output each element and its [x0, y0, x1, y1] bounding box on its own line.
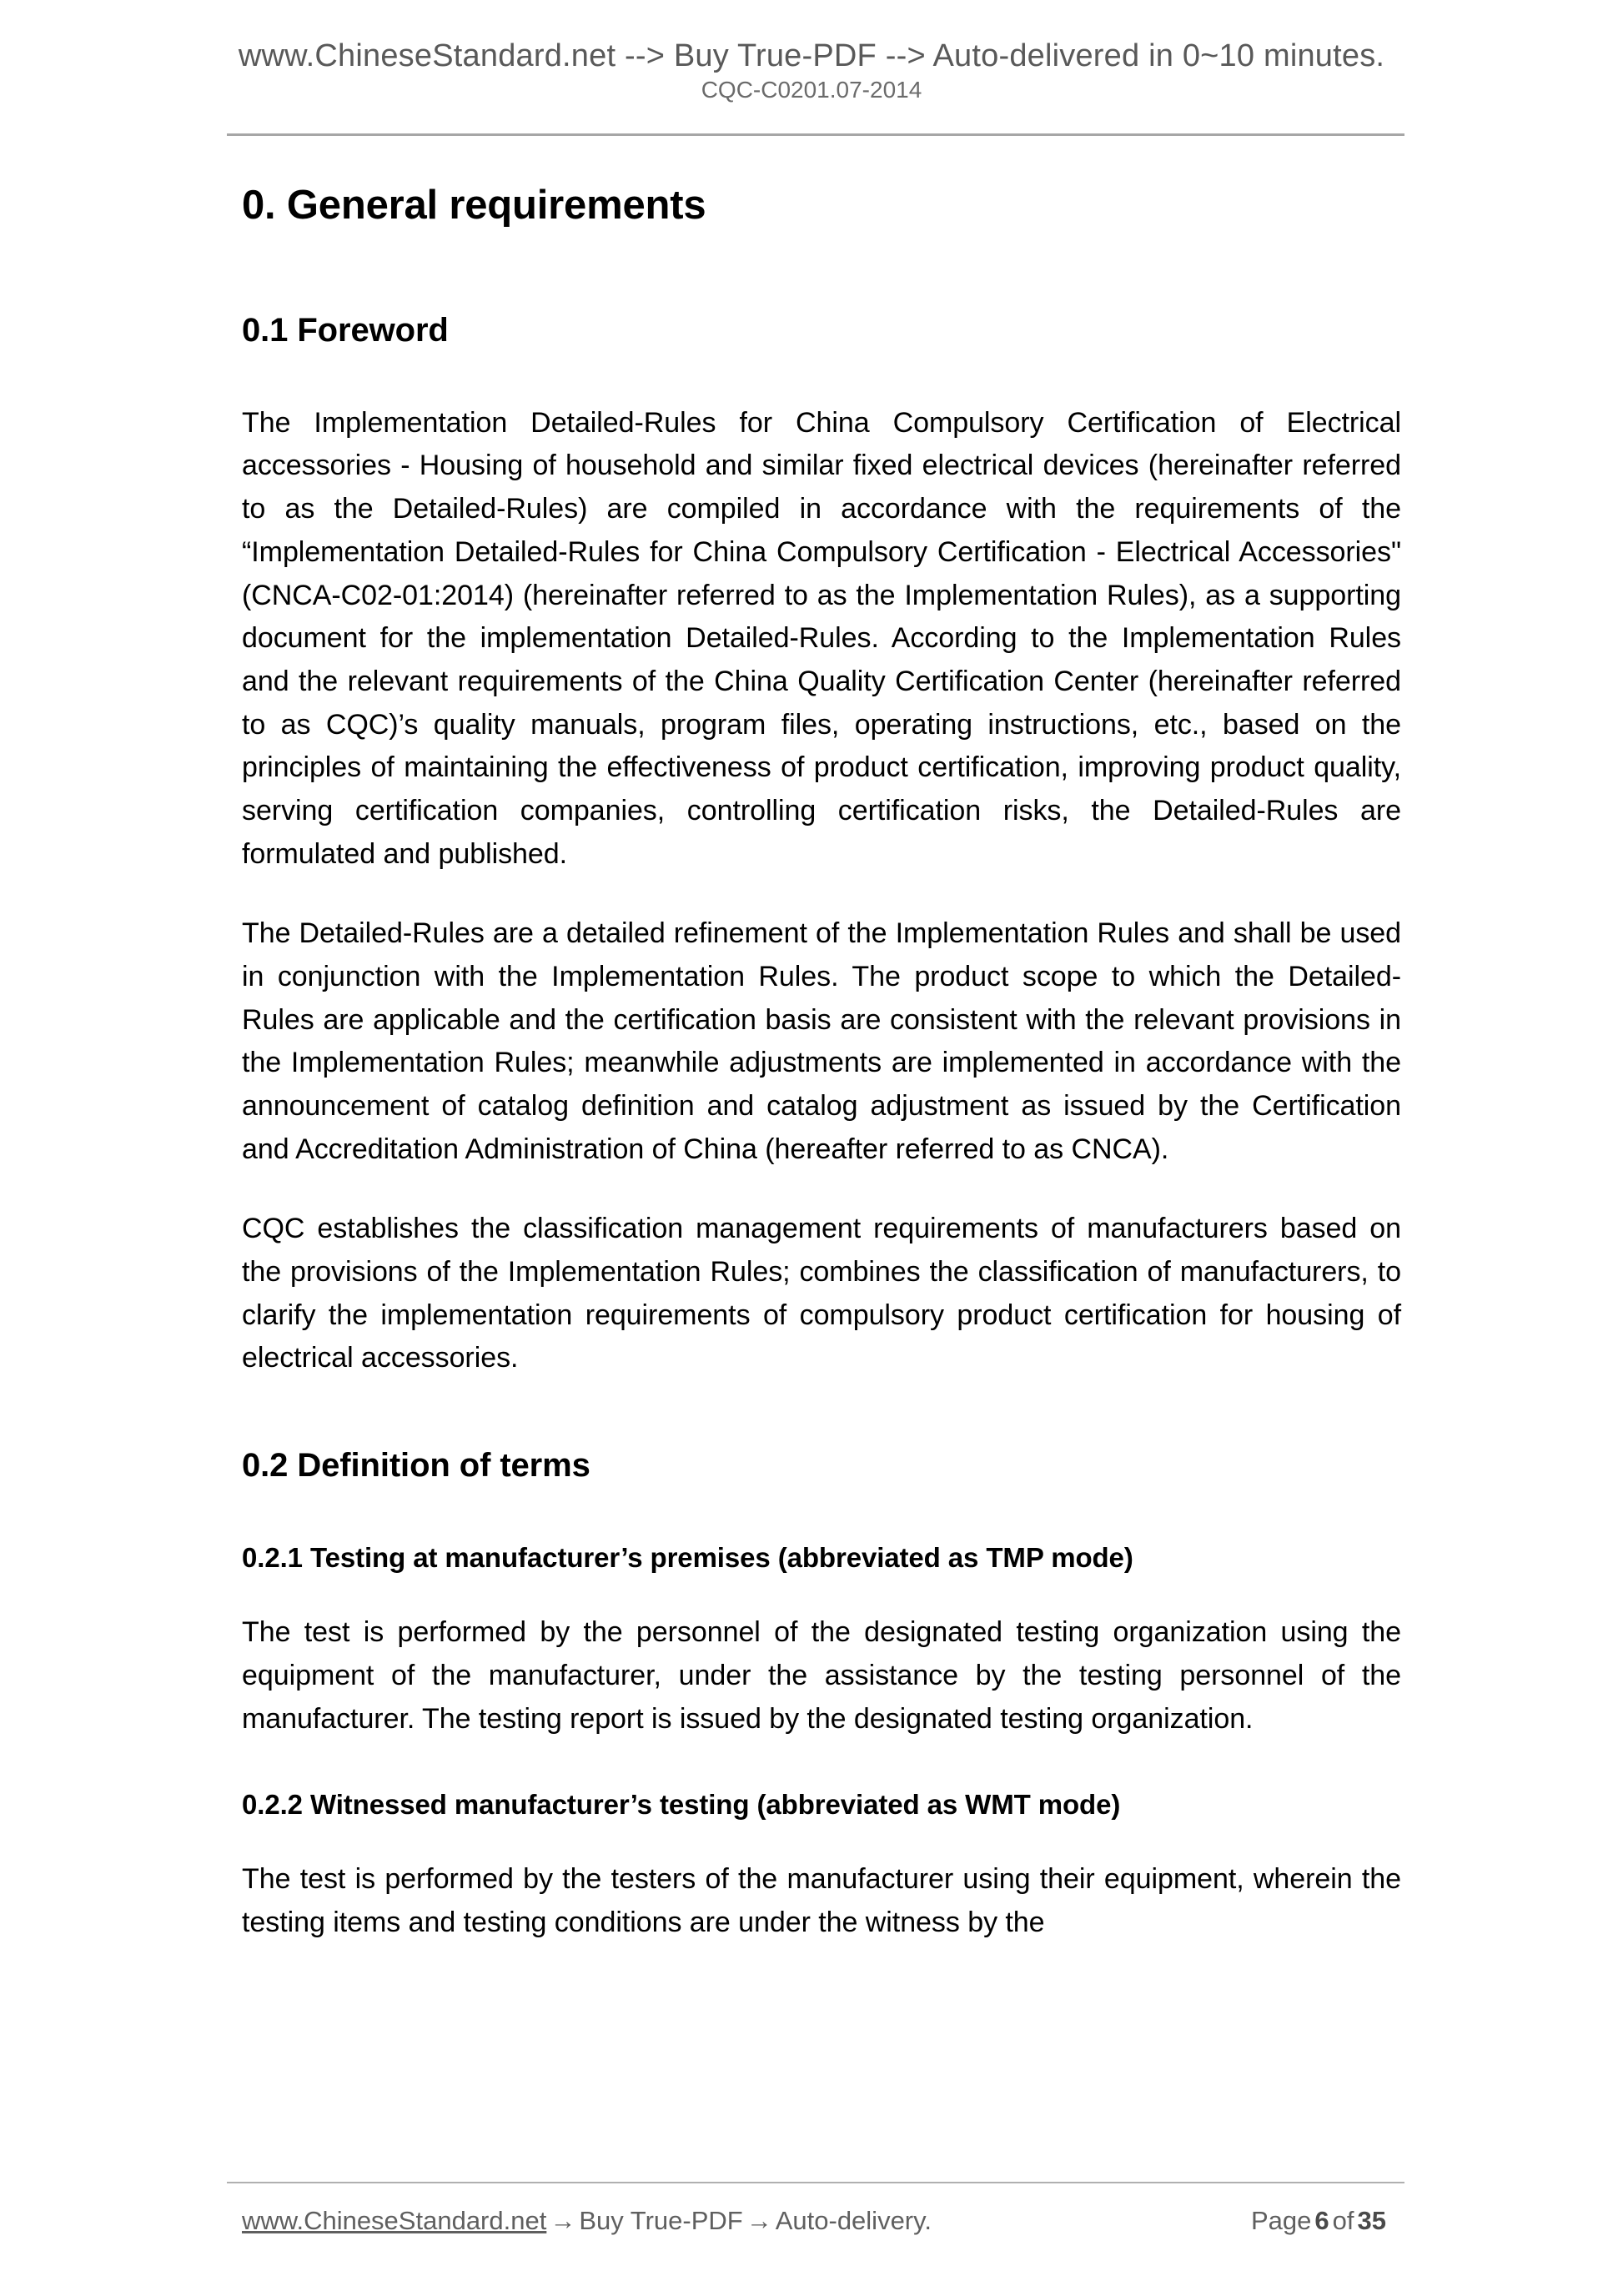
footer-site-link[interactable]: www.ChineseStandard.net: [242, 2206, 547, 2235]
page-label: Page: [1251, 2206, 1312, 2235]
spacer: [242, 876, 1401, 912]
footer-buy-label: Buy True-PDF: [579, 2206, 743, 2235]
footer-divider: [227, 2182, 1404, 2183]
spacer: [242, 350, 1401, 402]
of-label: of: [1332, 2206, 1354, 2235]
page-indicator: [1251, 2207, 1401, 2235]
page-title: 0. General requirements: [242, 183, 706, 228]
paragraph: The test is performed by the personnel of the designated testing organization using the equipment of the manufacturer, under the assistance by the testing personnel of the manufacturer. The testing report is issued by the designated testing organization.: [242, 1616, 1401, 1735]
subsection-heading-tmp: 0.2.1 Testing at manufacturer’s premises (abbreviated as TMP mode): [242, 1541, 1133, 1573]
paragraph: The Implementation Detailed-Rules for China Compulsory Certification of Electrical accessories - Housing of household and similar fixed electrical devices (hereinafter referred to as the Detailed-Rules) are compiled in accordance with the requirements of the “Implementation Detailed-Rules for China Compulsory Certification - Electrical Accessories" (CNCA-C02-01:2014) (hereinafter referred to as the Implementation Rules), as a supporting document for the implementation Detailed-Rules. According to the Implementation Rules and the relevant requirements of the China Quality Certification Center (hereinafter referred to as CQC)’s quality manuals, program files, operating instructions, etc., based on the principles of maintaining the effectiveness of product certification, improving product quality, serving certification companies, controlling certification risks, the Detailed-Rules are formulated and published.: [242, 406, 1401, 870]
paragraph: CQC establishes the classification management requirements of manufacturers based on the provisions of the Implementation Rules; combines the classification of manufacturers, to clarify the implementation requirements of compulsory product certification for housing of electrical accessories.: [242, 1213, 1401, 1374]
spacer: [242, 230, 1401, 310]
standard-code: CQC-C0201.07-2014: [701, 77, 922, 103]
watermark-promo-text: www.ChineseStandard.net --> Buy True-PDF --> Auto-delivered in 0~10 minutes.: [238, 38, 1385, 73]
page-footer: [242, 2207, 1401, 2235]
spacer: [242, 1741, 1401, 1787]
spacer: [242, 1821, 1401, 1858]
spacer: [242, 1485, 1401, 1540]
section-heading-foreword: 0.1 Foreword: [242, 311, 449, 349]
header-divider: [227, 133, 1404, 136]
arrow-right-icon: →: [746, 2206, 772, 2235]
section-heading-definitions: 0.2 Definition of terms: [242, 1446, 590, 1484]
document-content: [242, 182, 1401, 1945]
paragraph: The Detailed-Rules are a detailed refinement of the Implementation Rules and shall be used in conjunction with the Implementation Rules. The product scope to which the Detailed-Rules are applicable and the certification basis are consistent with the relevant provisions in the Implementation Rules; meanwhile adjustments are implemented in accordance with the announcement of catalog definition and catalog adjustment as issued by the Certification and Accreditation Administration of China (hereafter referred to as CNCA).: [242, 917, 1401, 1165]
current-page-number: 6: [1314, 2206, 1329, 2235]
spacer: [242, 1171, 1401, 1208]
footer-delivery-label: Auto-delivery.: [775, 2206, 932, 2235]
spacer: [242, 1575, 1401, 1611]
spacer: [242, 1380, 1401, 1445]
footer-promo: [242, 2207, 932, 2235]
subsection-heading-wmt: 0.2.2 Witnessed manufacturer’s testing (abbreviated as WMT mode): [242, 1789, 1121, 1821]
page-header-watermark: [0, 40, 1623, 102]
total-page-number: 35: [1357, 2206, 1386, 2235]
paragraph: The test is performed by the testers of the manufacturer using their equipment, wherein the testing items and testing conditions are under the witness by the: [242, 1863, 1401, 1939]
arrow-right-icon: →: [550, 2206, 576, 2235]
